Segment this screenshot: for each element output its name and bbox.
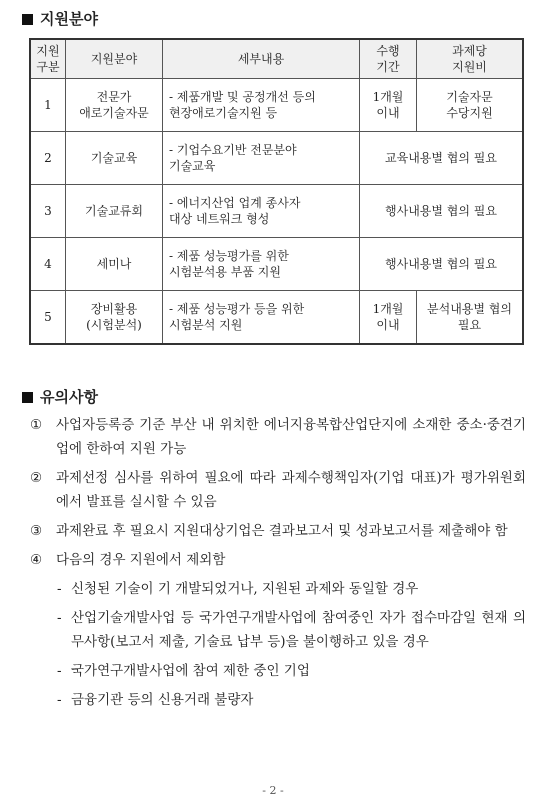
cell-detail: - 제품개발 및 공정개선 등의 현장애로기술지원 등 bbox=[163, 79, 360, 132]
note-item: ④ 다음의 경우 지원에서 제외함 bbox=[30, 552, 226, 568]
cell-field: 전문가 애로기술자문 bbox=[66, 79, 163, 132]
table-row bbox=[30, 185, 523, 238]
cell-merged-period-support: 행사내용별 협의 필요 bbox=[360, 238, 524, 291]
cell-detail: - 제품 성능평가 등을 위한 시험분석 지원 bbox=[163, 291, 360, 344]
note-item: ① 사업자등록증 기준 부산 내 위치한 에너지융복합산업단지에 소재한 중소·중견기업에 한하여 지원 가능 bbox=[30, 417, 526, 457]
table-row bbox=[30, 132, 523, 185]
cell-field: 기술교류회 bbox=[66, 185, 163, 238]
section-title-notes: 유의사항 bbox=[22, 386, 98, 407]
cell-category: 4 bbox=[30, 238, 66, 291]
header-support: 과제당 지원비 bbox=[417, 39, 524, 79]
cell-detail: - 에너지산업 업계 종사자 대상 네트워크 형성 bbox=[163, 185, 360, 238]
table-row bbox=[30, 238, 523, 291]
cell-category: 2 bbox=[30, 132, 66, 185]
note-item: ③ 과제완료 후 필요시 지원대상기업은 결과보고서 및 성과보고서를 제출해야 함 bbox=[30, 523, 508, 539]
exclusion-item: - 산업기술개발사업 등 국가연구개발사업에 참여중인 자가 접수마감일 현재 의무사항(보고서 제출, 기술료 납부 등)을 불이행하고 있을 경우 bbox=[57, 610, 526, 650]
cell-support: 기술자문 수당지원 bbox=[417, 79, 524, 132]
note-item: ② 과제선정 심사를 위하여 필요에 따라 과제수행책임자(기업 대표)가 평가위원회에서 발표를 실시할 수 있음 bbox=[30, 470, 526, 510]
cell-period: 1개월 이내 bbox=[360, 291, 417, 344]
bullet-square-icon bbox=[22, 392, 33, 403]
header-field: 지원분야 bbox=[66, 39, 163, 79]
cell-merged-period-support: 교육내용별 협의 필요 bbox=[360, 132, 524, 185]
exclusion-item: - 신청된 기술이 기 개발되었거나, 지원된 과제와 동일할 경우 bbox=[57, 581, 419, 597]
section-title-support-fields: 지원분야 bbox=[22, 8, 98, 29]
cell-detail: - 기업수요기반 전문분야 기술교육 bbox=[163, 132, 360, 185]
table-row bbox=[30, 291, 523, 344]
header-detail: 세부내용 bbox=[163, 39, 360, 79]
cell-period: 1개월 이내 bbox=[360, 79, 417, 132]
cell-category: 5 bbox=[30, 291, 66, 344]
exclusion-item: - 국가연구개발사업에 참여 제한 중인 기업 bbox=[57, 663, 310, 679]
table-row bbox=[30, 79, 523, 132]
cell-field: 세미나 bbox=[66, 238, 163, 291]
table-header-row bbox=[30, 39, 523, 79]
cell-field: 장비활용 (시험분석) bbox=[66, 291, 163, 344]
cell-category: 3 bbox=[30, 185, 66, 238]
notes-list bbox=[30, 413, 526, 717]
support-fields-table bbox=[29, 38, 524, 345]
cell-detail: - 제품 성능평가를 위한 시험분석용 부품 지원 bbox=[163, 238, 360, 291]
cell-merged-period-support: 행사내용별 협의 필요 bbox=[360, 185, 524, 238]
bullet-square-icon bbox=[22, 14, 33, 25]
header-category: 지원 구분 bbox=[30, 39, 66, 79]
cell-category: 1 bbox=[30, 79, 66, 132]
exclusion-item: - 금융기관 등의 신용거래 불량자 bbox=[57, 692, 254, 708]
cell-support: 분석내용별 협의 필요 bbox=[417, 291, 524, 344]
header-period: 수행 기간 bbox=[360, 39, 417, 79]
page-number: - 2 - bbox=[262, 784, 284, 797]
cell-field: 기술교육 bbox=[66, 132, 163, 185]
